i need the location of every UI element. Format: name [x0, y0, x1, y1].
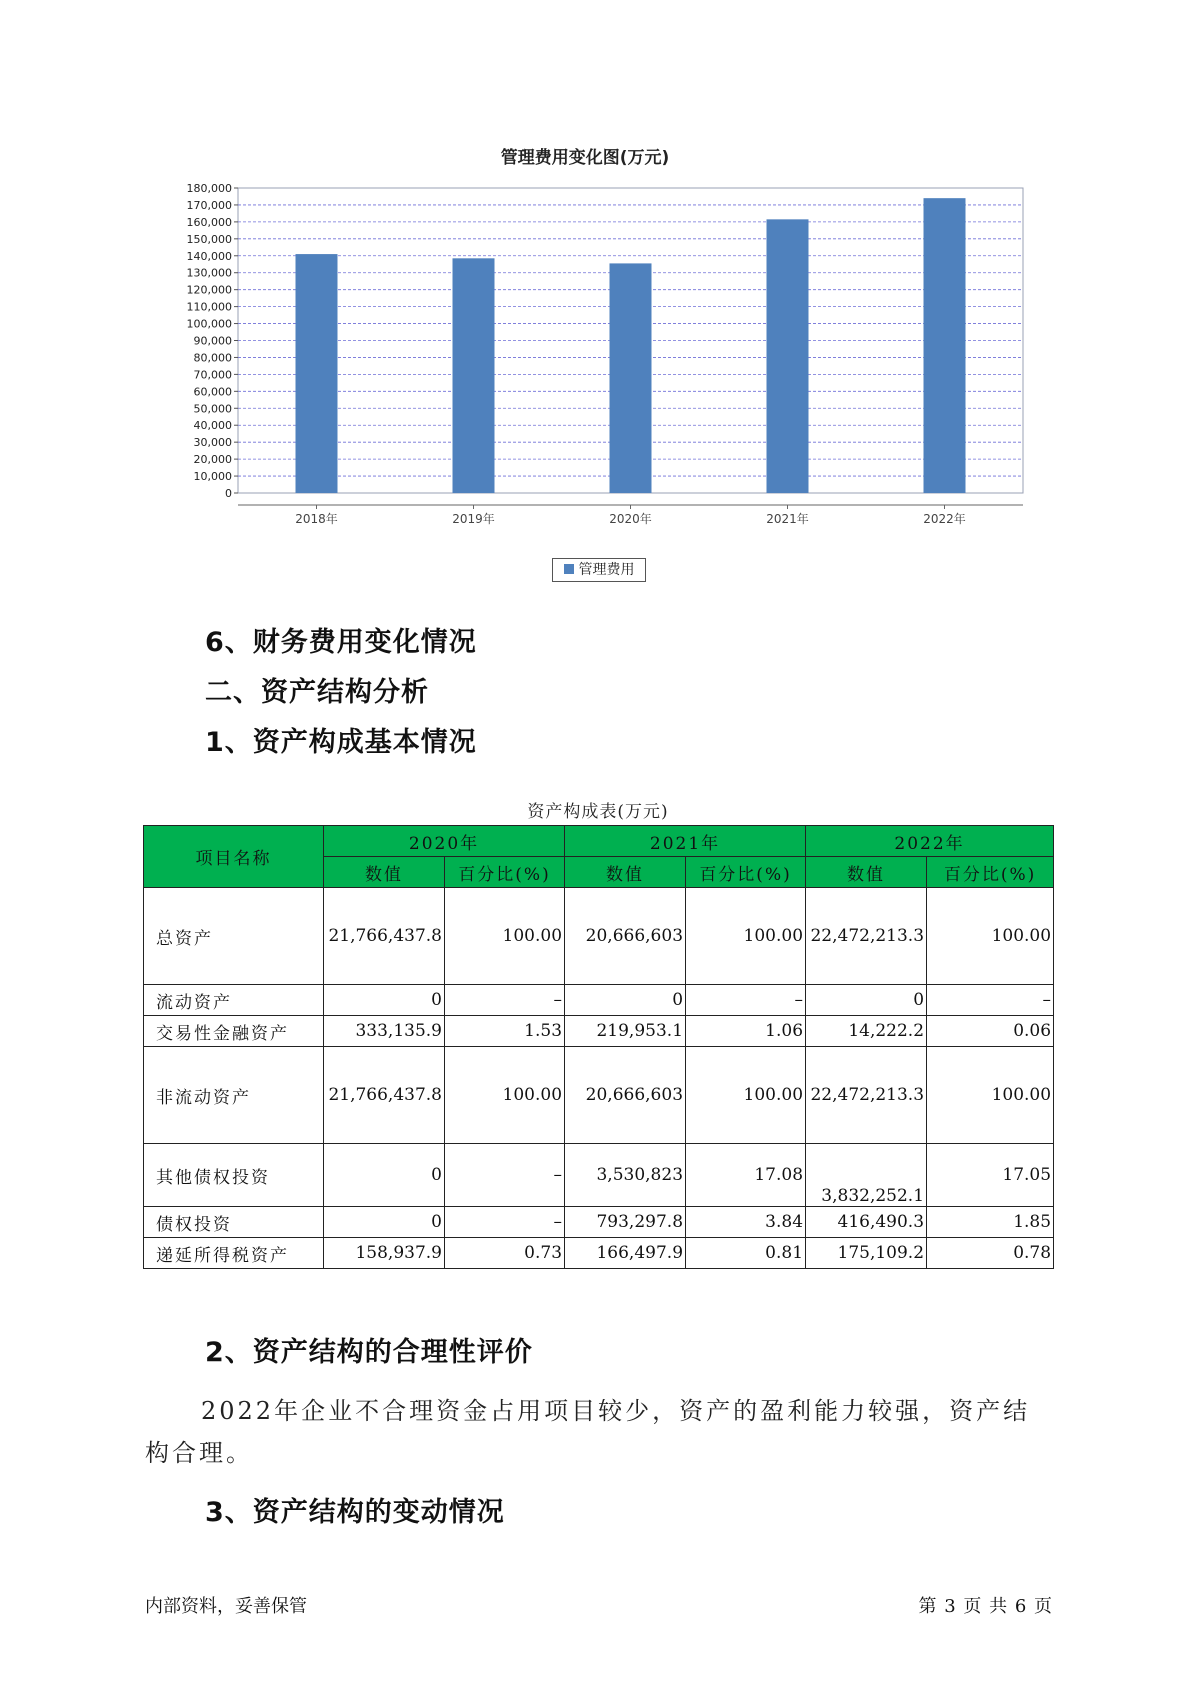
cell-pct: 100.00 — [927, 1047, 1054, 1144]
cell-pct: – — [686, 985, 806, 1016]
cell-pct: 1.53 — [445, 1016, 565, 1047]
cell-value: 416,490.3 — [806, 1207, 927, 1238]
row-label: 流动资产 — [144, 985, 324, 1016]
cell-pct: 100.00 — [686, 1047, 806, 1144]
table-row — [144, 1047, 1054, 1144]
row-label: 债权投资 — [144, 1207, 324, 1238]
cell-pct: – — [445, 1144, 565, 1207]
cell-pct: – — [445, 1207, 565, 1238]
table-row — [144, 1207, 1054, 1238]
cell-pct: 3.84 — [686, 1207, 806, 1238]
cell-value: 175,109.2 — [806, 1238, 927, 1269]
y-tick-label: 90,000 — [193, 334, 232, 348]
cell-value: 793,297.8 — [565, 1207, 686, 1238]
header-year-2022: 2022年 — [806, 826, 1054, 857]
cell-value: 21,766,437.8 — [324, 888, 445, 985]
cell-value: 0 — [806, 985, 927, 1016]
heading-asset-evaluation: 2、资产结构的合理性评价 — [205, 1337, 533, 1368]
row-label: 递延所得税资产 — [144, 1238, 324, 1269]
y-tick-label: 160,000 — [186, 215, 232, 229]
y-tick-label: 150,000 — [186, 232, 232, 246]
header-year-2021: 2021年 — [565, 826, 806, 857]
y-tick-label: 170,000 — [186, 198, 232, 212]
cell-value: 20,666,603 — [565, 888, 686, 985]
chart-title: 管理费用变化图(万元) — [500, 148, 670, 168]
y-tick-label: 180,000 — [186, 182, 232, 195]
cell-value: 3,530,823 — [565, 1144, 686, 1207]
cell-value: 20,666,603 — [565, 1047, 686, 1144]
cell-pct: 0.73 — [445, 1238, 565, 1269]
header-pct: 百分比(%) — [686, 857, 806, 888]
cell-value: 166,497.9 — [565, 1238, 686, 1269]
cell-value: 21,766,437.8 — [324, 1047, 445, 1144]
table-row — [144, 985, 1054, 1016]
y-tick-label: 100,000 — [186, 317, 232, 331]
footer-page-number: 第 3 页 共 6 页 — [918, 1596, 1053, 1617]
cell-pct: 0.06 — [927, 1016, 1054, 1047]
cell-pct: 100.00 — [927, 888, 1054, 985]
y-tick-label: 140,000 — [186, 249, 232, 263]
cell-value: 0 — [324, 985, 445, 1016]
x-tick-label: 2019年 — [452, 512, 495, 526]
cell-pct: 100.00 — [686, 888, 806, 985]
expense-chart — [150, 140, 1050, 600]
table-row — [144, 1016, 1054, 1047]
chart-plot — [150, 176, 1040, 566]
y-tick-label: 40,000 — [193, 419, 232, 433]
heading-asset-change: 3、资产结构的变动情况 — [205, 1497, 505, 1528]
cell-value: 0 — [324, 1207, 445, 1238]
header-pct: 百分比(%) — [445, 857, 565, 888]
y-tick-label: 60,000 — [193, 385, 232, 399]
y-tick-label: 80,000 — [193, 351, 232, 365]
cell-value: 0 — [324, 1144, 445, 1207]
row-label: 非流动资产 — [144, 1047, 324, 1144]
header-value: 数值 — [324, 857, 445, 888]
table-row — [144, 1238, 1054, 1269]
footer-confidential: 内部资料，妥善保管 — [145, 1596, 307, 1617]
heading-asset-structure: 二、资产结构分析 — [205, 677, 429, 708]
chart-legend — [552, 558, 646, 582]
bar — [453, 258, 495, 493]
y-tick-label: 120,000 — [186, 283, 232, 297]
y-tick-label: 130,000 — [186, 266, 232, 280]
asset-table — [143, 825, 1054, 1269]
bar — [610, 263, 652, 493]
header-item-name: 项目名称 — [144, 826, 324, 888]
y-tick-label: 70,000 — [193, 368, 232, 382]
cell-value: 333,135.9 — [324, 1016, 445, 1047]
table-row — [144, 1144, 1054, 1207]
y-tick-label: 20,000 — [193, 453, 232, 467]
y-tick-label: 50,000 — [193, 402, 232, 416]
cell-value: 14,222.2 — [806, 1016, 927, 1047]
x-tick-label: 2018年 — [295, 512, 338, 526]
x-tick-label: 2022年 — [923, 512, 966, 526]
evaluation-paragraph: 2022年企业不合理资金占用项目较少，资产的盈利能力较强，资产结构合理。 — [145, 1397, 1031, 1467]
y-tick-label: 30,000 — [193, 436, 232, 450]
header-year-2020: 2020年 — [324, 826, 565, 857]
cell-pct: 17.05 — [927, 1144, 1054, 1207]
cell-pct: 100.00 — [445, 888, 565, 985]
cell-pct: 1.06 — [686, 1016, 806, 1047]
bar — [296, 254, 338, 493]
cell-value: 22,472,213.3 — [806, 1047, 927, 1144]
cell-value: 158,937.9 — [324, 1238, 445, 1269]
y-tick-label: 0 — [225, 487, 232, 500]
cell-pct: – — [927, 985, 1054, 1016]
heading-asset-composition: 1、资产构成基本情况 — [205, 727, 477, 758]
header-value: 数值 — [806, 857, 927, 888]
table-caption: 资产构成表(万元) — [527, 802, 669, 822]
bar — [924, 198, 966, 493]
header-pct: 百分比(%) — [927, 857, 1054, 888]
row-label: 交易性金融资产 — [144, 1016, 324, 1047]
y-tick-label: 10,000 — [193, 470, 232, 484]
x-tick-label: 2020年 — [609, 512, 652, 526]
row-label: 其他债权投资 — [144, 1144, 324, 1207]
cell-pct: – — [445, 985, 565, 1016]
legend-swatch — [564, 564, 574, 574]
cell-value: 3,832,252.1 — [806, 1144, 927, 1207]
cell-value: 219,953.1 — [565, 1016, 686, 1047]
cell-pct: 100.00 — [445, 1047, 565, 1144]
x-tick-label: 2021年 — [766, 512, 809, 526]
cell-pct: 0.81 — [686, 1238, 806, 1269]
cell-value: 0 — [565, 985, 686, 1016]
cell-pct: 0.78 — [927, 1238, 1054, 1269]
bar — [767, 219, 809, 493]
cell-value: 22,472,213.3 — [806, 888, 927, 985]
legend-label: 管理费用 — [578, 562, 635, 578]
table-row — [144, 888, 1054, 985]
row-label: 总资产 — [144, 888, 324, 985]
cell-pct: 1.85 — [927, 1207, 1054, 1238]
y-tick-label: 110,000 — [186, 300, 232, 314]
heading-finance-expense: 6、财务费用变化情况 — [205, 627, 477, 658]
cell-pct: 17.08 — [686, 1144, 806, 1207]
header-value: 数值 — [565, 857, 686, 888]
